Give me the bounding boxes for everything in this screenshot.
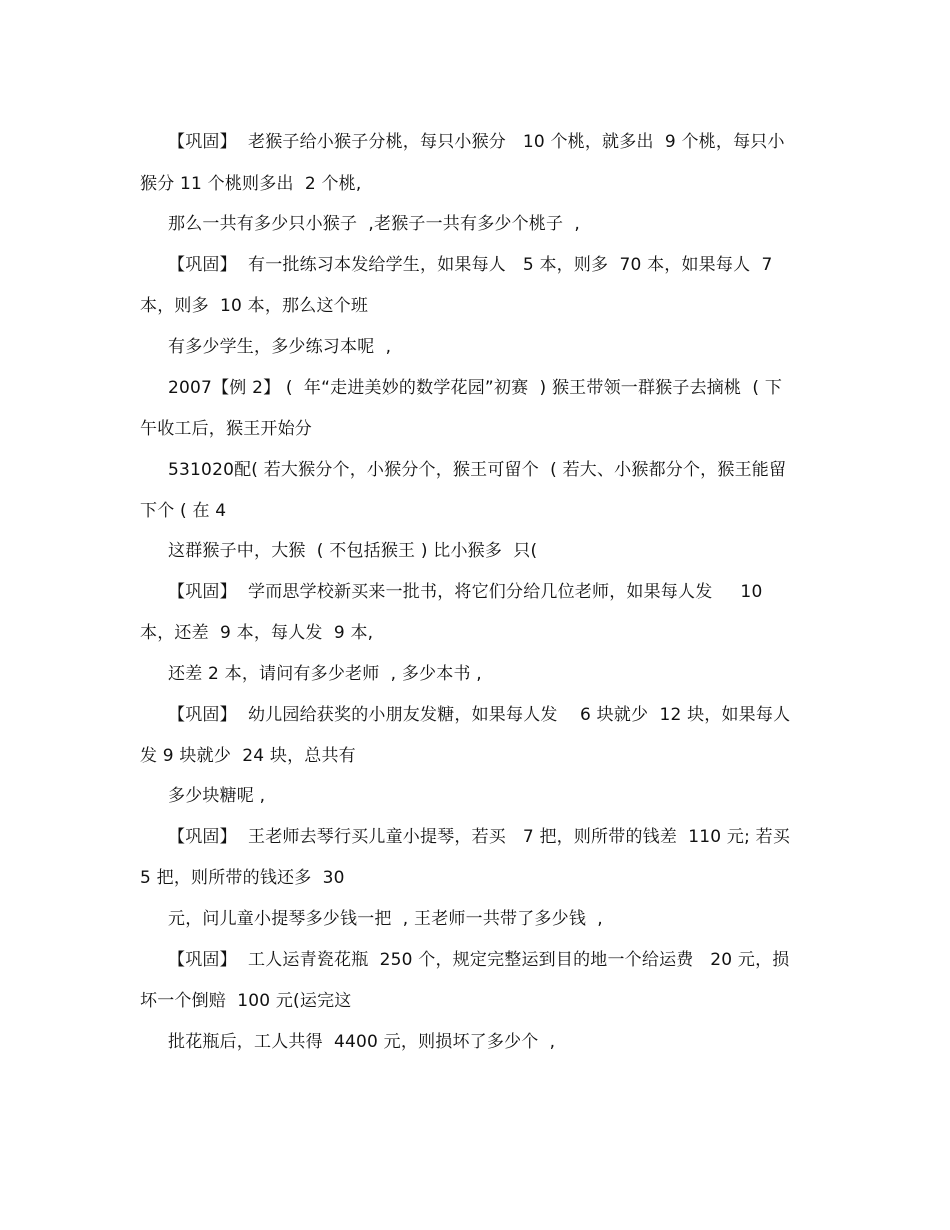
text-line: 元，问儿童小提琴多少钱一把 , 王老师一共带了多少钱 ,	[168, 909, 603, 929]
text-line: 有多少学生，多少练习本呢 ,	[168, 337, 392, 357]
text-line: 5 把，则所带的钱还多 30	[140, 868, 345, 888]
text-line: 【巩固】 王老师去琴行买儿童小提琴，若买 7 把，则所带的钱差 110 元; 若买	[168, 827, 791, 847]
text-line: 本，还差 9 本，每人发 9 本,	[140, 623, 374, 643]
text-line: 午收工后，猴王开始分	[140, 419, 312, 439]
text-line: 那么一共有多少只小猴子 ,老猴子一共有多少个桃子 ,	[168, 214, 581, 234]
text-line: 下个 ( 在 4	[140, 501, 227, 521]
text-line: 猴分 11 个桃则多出 2 个桃,	[140, 174, 362, 194]
text-line: 还差 2 本，请问有多少老师 , 多少本书 ,	[168, 664, 482, 684]
text-line: 坏一个倒赔 100 元(运完这	[140, 991, 352, 1011]
text-line: 批花瓶后，工人共得 4400 元，则损坏了多少个 ,	[168, 1032, 556, 1052]
text-line: 多少块糖呢 ,	[168, 786, 266, 806]
text-line: 2007【例 2】 ( 年“走进美妙的数学花园”初赛 ) 猴王带领一群猴子去摘桃 ( 下	[168, 378, 783, 398]
text-line: 【巩固】 有一批练习本发给学生，如果每人 5 本，则多 70 本，如果每人 7	[168, 255, 773, 275]
text-line: 发 9 块就少 24 块，总共有	[140, 746, 356, 766]
text-line: 【巩固】 学而思学校新买来一批书，将它们分给几位老师，如果每人发 10	[168, 582, 763, 602]
text-line: 【巩固】 工人运青瓷花瓶 250 个，规定完整运到目的地一个给运费 20 元，损	[168, 950, 790, 970]
text-line: 【巩固】 幼儿园给获奖的小朋友发糖，如果每人发 6 块就少 12 块，如果每人	[168, 705, 791, 725]
text-line: 这群猴子中，大猴 ( 不包括猴王 ) 比小猴多 只(	[168, 541, 538, 561]
text-line: 531020配( 若大猴分个，小猴分个，猴王可留个 ( 若大、小猴都分个，猴王能留	[168, 460, 787, 480]
text-line: 本，则多 10 本，那么这个班	[140, 296, 369, 316]
text-line: 【巩固】 老猴子给小猴子分桃，每只小猴分 10 个桃，就多出 9 个桃，每只小	[168, 132, 785, 152]
